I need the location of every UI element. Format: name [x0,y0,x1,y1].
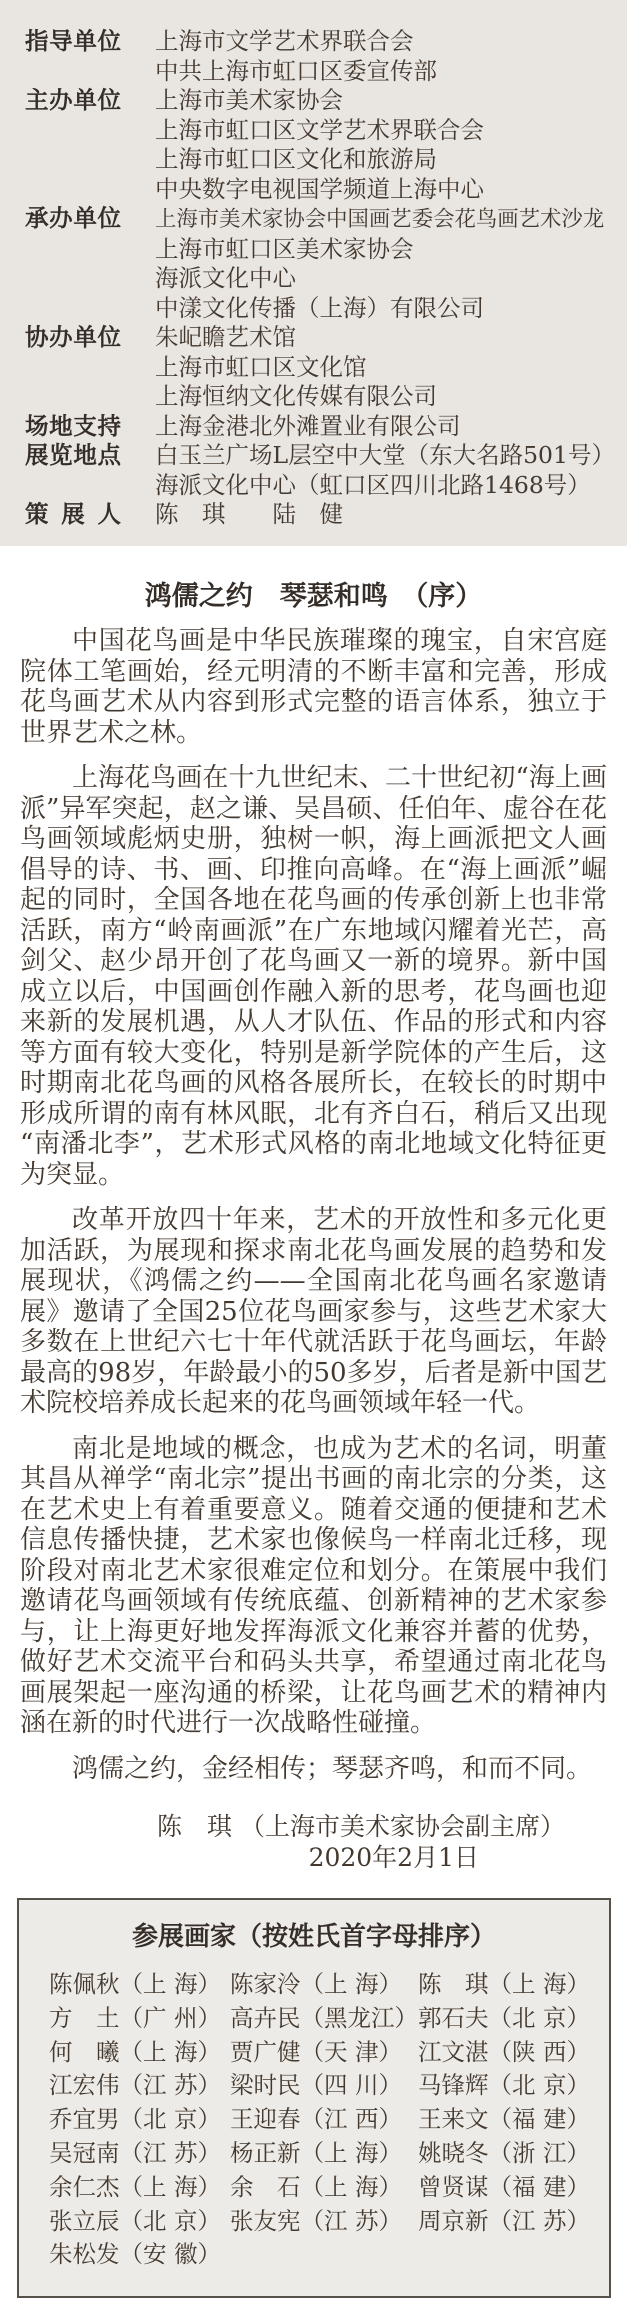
org-row [0,382,627,412]
painter-entry: 曾贤谋（福 建） [418,2172,590,2201]
org-label: 协办单位 [25,323,121,351]
org-value: 上海市虹口区文化和旅游局 [155,145,437,173]
org-value: 上海市虹口区美术家协会 [155,234,414,263]
painter-entry: 贾广健（天 津） [230,2037,402,2066]
painter-entry: 杨正新（上 海） [230,2138,402,2167]
org-value: 上海市美术家协会 [155,86,343,114]
org-value: 上海恒纳文化传媒有限公司 [155,382,437,410]
painter-entry: 张友宪（江 苏） [230,2206,402,2235]
painter-entry: 梁时民（四 川） [230,2071,402,2100]
org-row [0,57,627,87]
org-label: 主办单位 [25,86,121,114]
org-row [0,175,627,205]
painter-entry: 江文湛（陕 西） [418,2037,590,2066]
org-value: 中漾文化传播（上海）有限公司 [155,293,484,322]
org-value: 上海金港北外滩置业有限公司 [155,411,461,440]
org-value: 中央数字电视国学频道上海中心 [155,174,484,203]
org-label: 场地支持 [25,411,121,440]
org-row [0,323,627,353]
org-row [0,235,627,265]
org-value: 上海市虹口区文化馆 [155,352,367,381]
org-row [0,145,627,175]
org-value: 朱屺瞻艺术馆 [155,323,296,351]
painter-entry: 陈佩秋（上 海） [49,1970,221,1998]
org-value: 上海市虹口区文学艺术界联合会 [155,115,484,144]
org-row [0,412,627,442]
org-label: 展览地点 [25,441,121,469]
org-row [0,441,627,471]
org-row [0,86,627,116]
organizers-panel [0,0,627,546]
painter-entry: 陈 琪（上 海） [418,1970,590,1998]
painter-entry: 朱松发（安 徽） [49,2240,221,2269]
org-row [0,353,627,383]
org-label: 策展人 [25,500,121,528]
org-value: 海派文化中心 [155,264,296,292]
org-row [0,471,627,501]
preface-paragraph: 中国花鸟画是中华民族璀璨的瑰宝，自宋宫庭院体工笔画始，经元明清的不断丰富和完善，形成花鸟画艺术从内容到形式完整的语言体系，独立于世界艺术之林。 [20,626,607,748]
preface-paragraph: 鸿儒之约，金经相传；琴瑟齐鸣，和而不同。 [72,1753,593,1784]
painter-entry: 高卉民（黑龙江） [230,2003,418,2032]
org-label: 指导单位 [25,27,121,55]
org-value: 陈 琪 陆 健 [155,500,343,528]
org-row [0,27,627,57]
painters-grid [49,1968,599,2272]
painter-entry: 乔宜男（北 京） [49,2105,221,2134]
painter-entry: 余仁杰（上 海） [49,2172,221,2201]
org-label: 承办单位 [25,204,121,232]
preface-paragraph: 南北是地域的概念，也成为艺术的名词，明董其昌从禅学“南北宗”提出书画的南北宗的分类，这在艺术史上有着重要意义。随着交通的便捷和艺术信息传播快捷，艺术家也像候鸟一样南北迁移，现阶段对南北艺术家很难定位和划分。在策展中我们邀请花鸟画领域有传统底蕴、创新精神的艺术家参与，让上海更好地发挥海派文化兼容并蓄的优势，做好艺术交流平台和码头共享，希望通过南北花鸟画展架起一座沟通的桥梁，让花鸟画艺术的精神内涵在新的时代进行一次战略性碰撞。 [20,1433,607,1738]
preface-paragraph: 改革开放四十年来，艺术的开放性和多元化更加活跃，为展现和探求南北花鸟画发展的趋势和发展现状，《鸿儒之约——全国南北花鸟画名家邀请展》邀请了全国25位花鸟画家参与，这些艺术家大多数在上世纪六七十年代就活跃于花鸟画坛，年龄最高的98岁，年龄最小的50多岁，后者是新中国艺术院校培养成长起来的花鸟画领域年轻一代。 [20,1205,607,1418]
painter-entry: 郭石夫（北 京） [418,2003,590,2032]
painter-entry: 张立辰（北 京） [49,2206,221,2235]
preface-section [0,580,627,1874]
painter-entry: 马锋辉（北 京） [418,2071,590,2100]
painter-entry: 周京新（江 苏） [418,2206,590,2235]
painter-entry: 江宏伟（江 苏） [49,2071,221,2100]
org-value: 中共上海市虹口区委宣传部 [155,56,437,85]
org-row [0,264,627,294]
painter-entry: 姚晓冬（浙 江） [418,2138,590,2167]
painters-box [17,1898,611,2298]
painter-entry: 王迎春（江 西） [230,2105,402,2134]
org-row [0,204,627,235]
painter-entry: 吴冠南（江 苏） [49,2138,221,2167]
org-value: 白玉兰广场L层空中大堂（东大名路501号） [155,441,615,469]
painter-entry: 王来文（福 建） [418,2105,590,2134]
org-value: 上海市美术家协会中国画艺委会花鸟画艺术沙龙 [155,207,605,232]
org-row [0,500,627,530]
org-row [0,116,627,146]
preface-paragraph: 上海花鸟画在十九世纪末、二十世纪初“海上画派”异军突起，赵之谦、吴昌硕、任伯年、虚谷在花鸟画领域彪炳史册，独树一帜，海上画派把文人画倡导的诗、书、画、印推向高峰。在“海上画派”崛起的同时，全国各地在花鸟画的传承创新上也非常活跃，南方“岭南画派”在广东地域闪耀着光芒，高剑父、赵少昂开创了花鸟画又一新的境界。新中国成立以后，中国画创作融入新的思考，花鸟画也迎来新的发展机遇，从人才队伍、作品的形式和内容等方面有较大变化，特别是新学院体的产生后，这时期南北花鸟画的风格各展所长，在较长的时期中形成所谓的南有林风眠，北有齐白石，稍后又出现“南潘北李”，艺术形式风格的南北地域文化特征更为突显。 [20,763,607,1190]
org-row [0,294,627,324]
org-value: 海派文化中心（虹口区四川北路1468号） [155,470,591,499]
preface-title: 鸿儒之约 琴瑟和鸣 （序） [144,581,483,612]
painter-entry: 何 曦（上 海） [49,2037,221,2066]
org-value: 上海市文学艺术界联合会 [155,27,414,55]
painter-entry: 方 土（广 州） [49,2003,221,2032]
painters-title: 参展画家（按姓氏首字母排序） [131,1922,496,1952]
signature-date: 2020年2月1日 [308,1843,479,1872]
painter-entry: 余 石（上 海） [230,2172,402,2201]
painter-entry: 陈家泠（上 海） [230,1970,402,1998]
signature: 陈 琪 （上海市美术家协会副主席） [157,1812,565,1841]
